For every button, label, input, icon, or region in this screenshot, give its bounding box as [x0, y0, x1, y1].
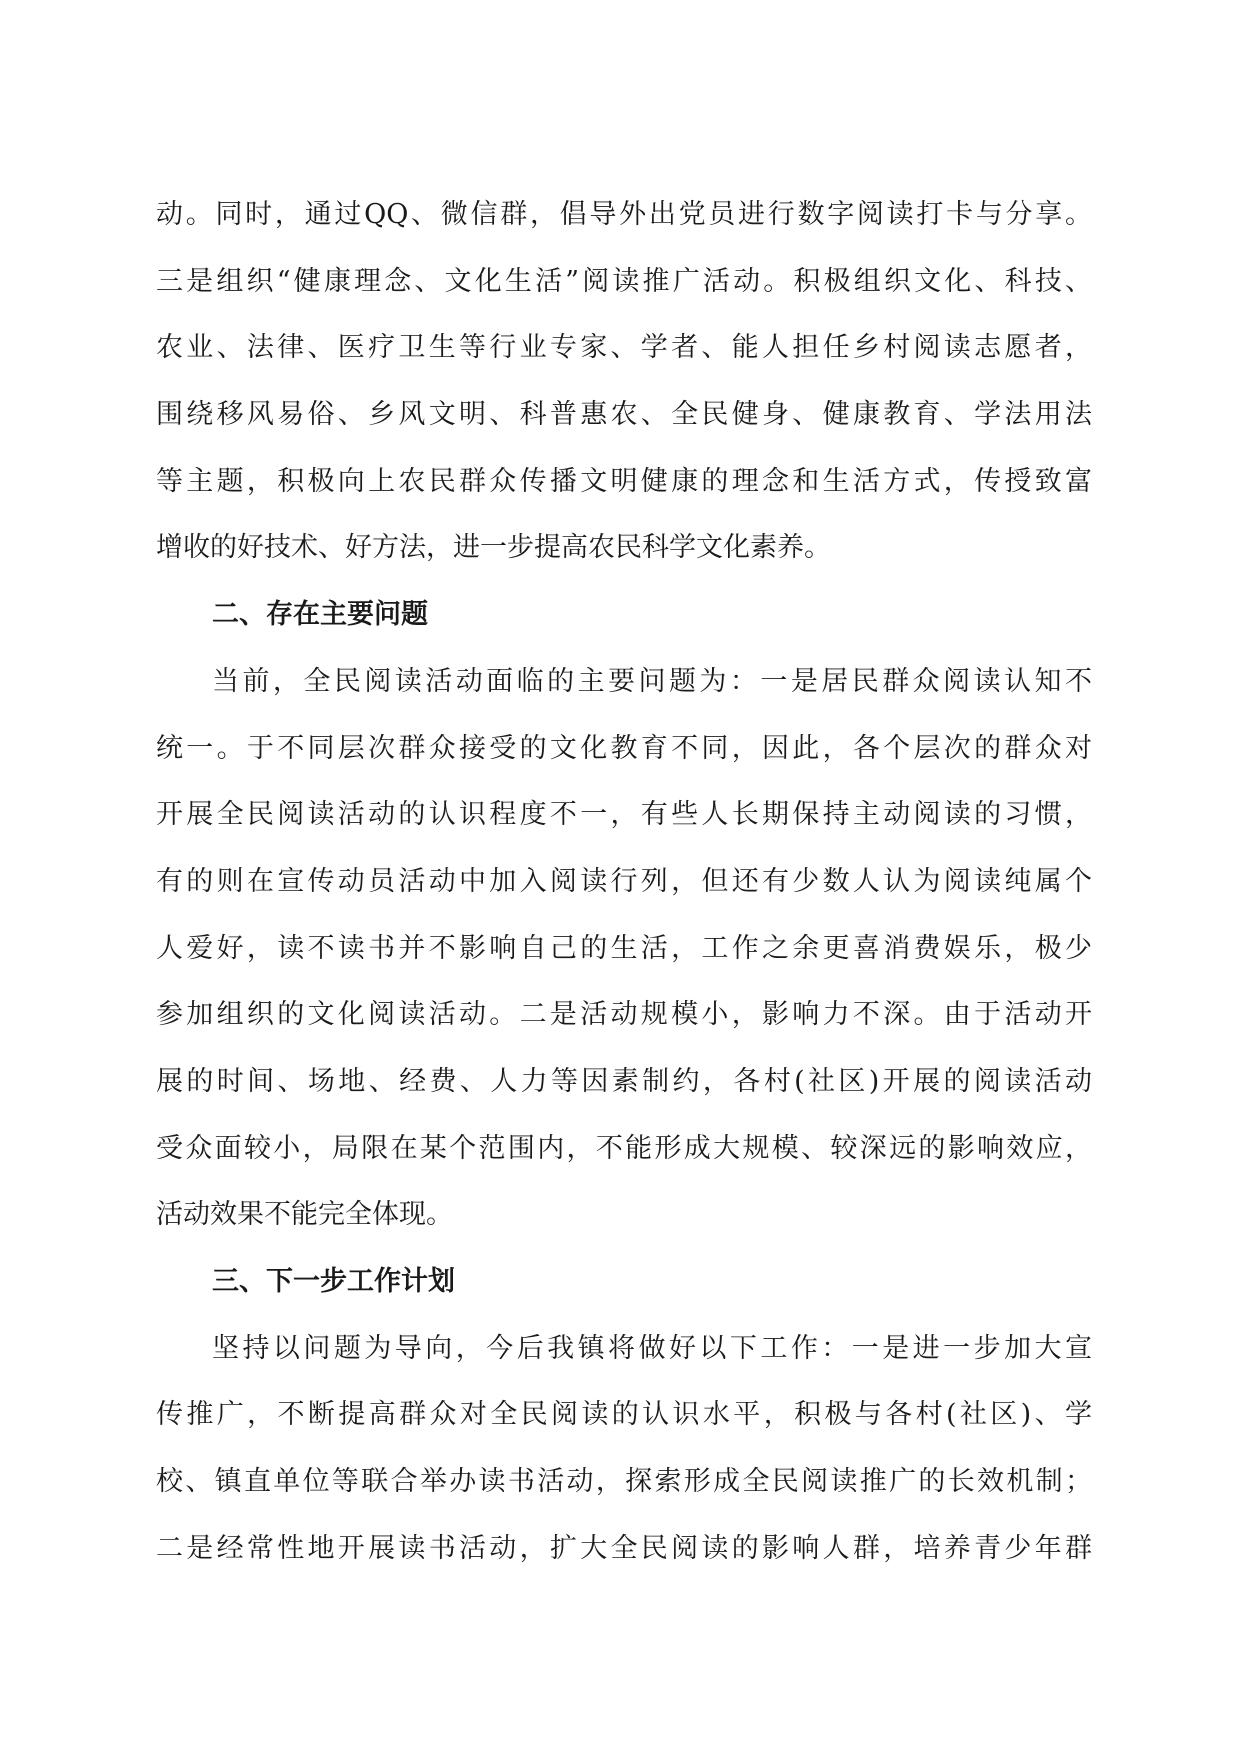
text-line: 增收的好技术、好方法，进一步提高农民科学文化素养。 [156, 532, 831, 564]
text-line: 三是组织“健康理念、文化生活”阅读推广活动。积极组织文化、科技、 [156, 265, 1092, 297]
text-line: 展的时间、场地、经费、人力等因素制约，各村(社区)开展的阅读活动 [156, 1065, 1092, 1097]
text-line: 围绕移风易俗、乡风文明、科普惠农、全民健身、健康教育、学法用法 [156, 399, 1092, 431]
text-line: 坚持以问题为导向，今后我镇将做好以下工作：一是进一步加大宣 [212, 1332, 1092, 1364]
text-line: 等主题，积极向上农民群众传播文明健康的理念和生活方式，传授致富 [156, 465, 1092, 497]
text-line: 农业、法律、医疗卫生等行业专家、学者、能人担任乡村阅读志愿者， [156, 332, 1092, 364]
section-heading-problems: 二、存在主要问题 [212, 599, 428, 631]
paragraph-reading-activities [156, 182, 1092, 582]
text-line: 统一。于不同层次群众接受的文化教育不同，因此，各个层次的群众对 [156, 732, 1092, 764]
text-line: 传推广，不断提高群众对全民阅读的认识水平，积极与各村(社区)、学 [156, 1399, 1092, 1431]
text-line: 活动效果不能完全体现。 [156, 1199, 453, 1231]
text-line: 当前，全民阅读活动面临的主要问题为：一是居民群众阅读认知不 [212, 665, 1092, 697]
text-line: 人爱好，读不读书并不影响自己的生活，工作之余更喜消费娱乐，极少 [156, 932, 1092, 964]
text-line: 开展全民阅读活动的认识程度不一，有些人长期保持主动阅读的习惯， [156, 799, 1092, 831]
text-line: 有的则在宣传动员活动中加入阅读行列，但还有少数人认为阅读纯属个 [156, 865, 1092, 897]
text-line: 动。同时，通过QQ、微信群，倡导外出党员进行数字阅读打卡与分享。 [156, 199, 1092, 230]
paragraph-next-steps [156, 1316, 1092, 1583]
document-body [156, 182, 1092, 1582]
text-line: 二是经常性地开展读书活动，扩大全民阅读的影响人群，培养青少年群 [156, 1532, 1092, 1564]
section-heading-next-steps: 三、下一步工作计划 [212, 1266, 455, 1297]
text-line: 受众面较小，局限在某个范围内，不能形成大规模、较深远的影响效应， [156, 1132, 1092, 1164]
paragraph-problems [156, 649, 1092, 1249]
text-line: 校、镇直单位等联合举办读书活动，探索形成全民阅读推广的长效机制； [156, 1466, 1092, 1498]
text-line: 参加组织的文化阅读活动。二是活动规模小，影响力不深。由于活动开 [156, 999, 1092, 1031]
